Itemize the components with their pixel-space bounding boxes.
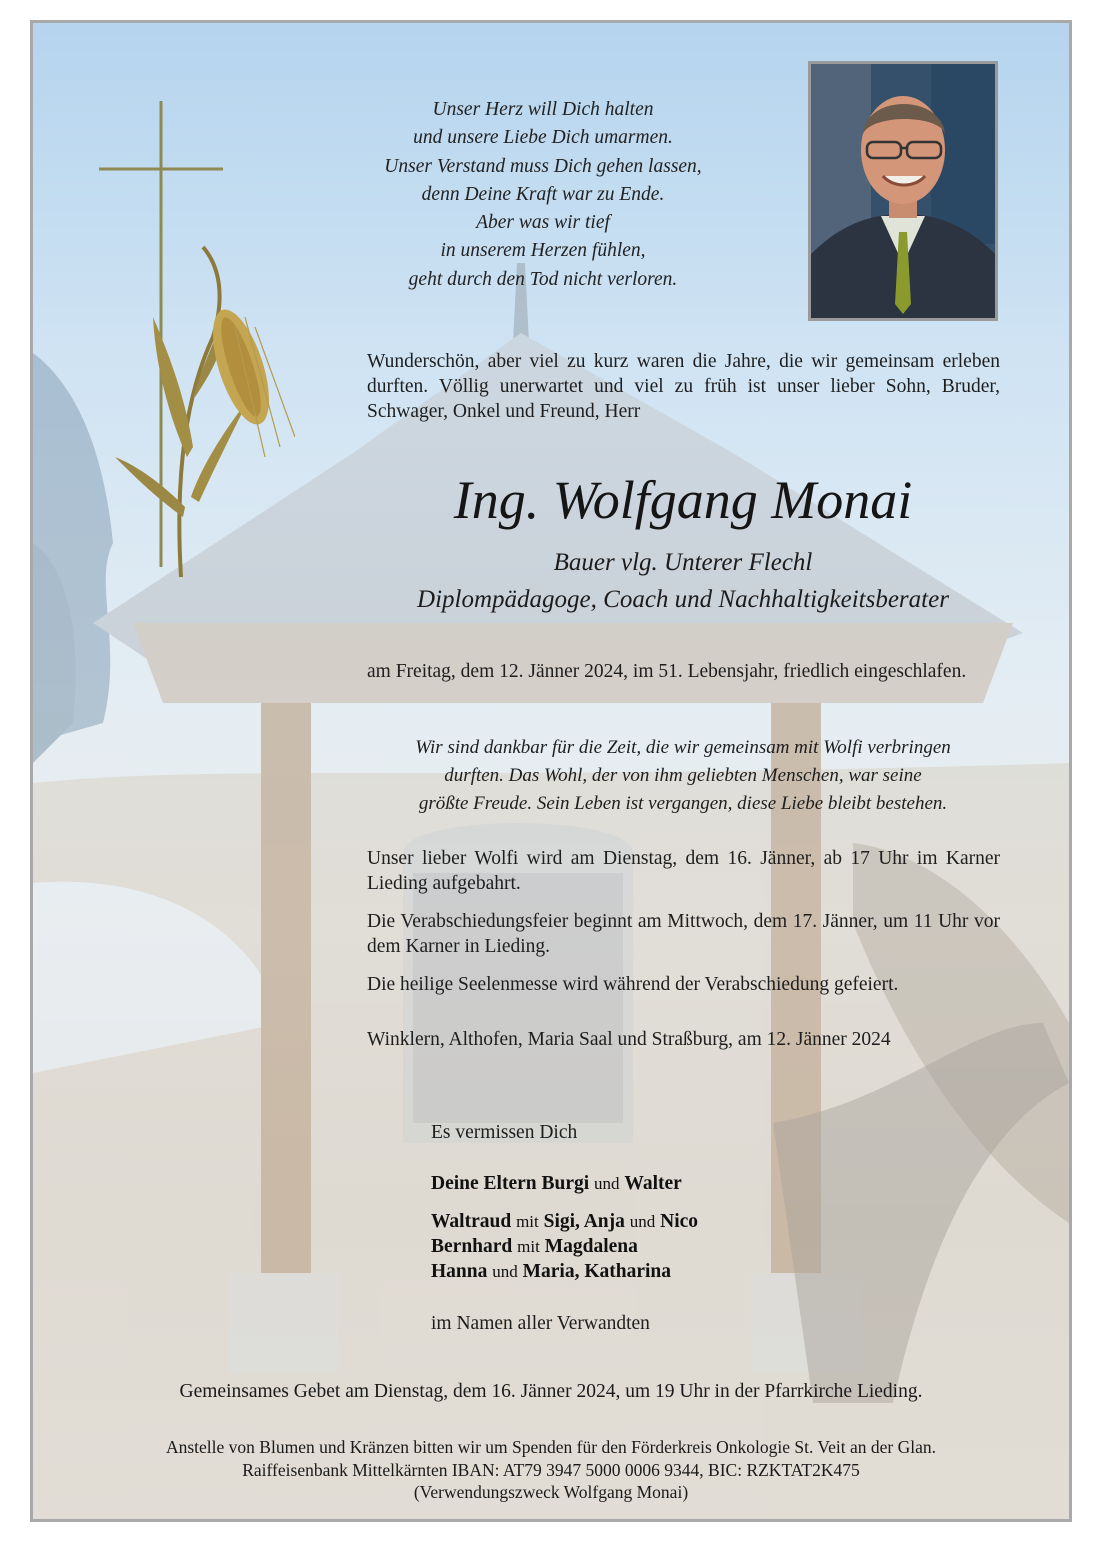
mourners-parents [431, 1173, 682, 1195]
mourner-conjunction: mit [516, 1212, 539, 1231]
viewing-info: Unser lieber Wolfi wird am Dienstag, dem 16. Jänner, ab 17 Uhr im Karner Lieding aufgebahrt. [367, 848, 1000, 894]
poem-line: geht durch den Tod nicht verloren. [408, 268, 678, 290]
mourner-conjunction: und [492, 1262, 518, 1281]
poem-line: Unser Verstand muss Dich gehen lassen, [384, 155, 702, 177]
mourners-line-1 [431, 1211, 698, 1233]
mourners-line-3 [431, 1261, 671, 1283]
mass-info: Die heilige Seelenmesse wird während der Verabschiedung gefeiert. [367, 974, 899, 995]
farewell-info: Die Verabschiedungsfeier beginnt am Mittwoch, dem 17. Jänner, um 11 Uhr vor dem Karner in Lieding. [367, 911, 1000, 957]
obituary-card [30, 20, 1072, 1522]
cross-wheat-icon [95, 97, 295, 587]
deceased-subtitle-farm: Bauer vlg. Unterer Flechl [553, 549, 813, 576]
mourner-name: Nico [660, 1211, 699, 1232]
mourner-name: Magdalena [544, 1236, 638, 1257]
poem [333, 96, 753, 294]
quote-line: größte Freude. Sein Leben ist vergangen, diese Liebe bleibt bestehen. [418, 793, 948, 814]
quote-line: durften. Das Wohl, der von ihm geliebten Menschen, war seine [444, 765, 922, 786]
quote-line: Wir sind dankbar für die Zeit, die wir gemeinsam mit Wolfi verbringen [415, 737, 951, 758]
mourner-name: Waltraud [431, 1211, 512, 1232]
poem-line: Unser Herz will Dich halten [432, 99, 654, 120]
deceased-subtitle-profession: Diplompädagoge, Coach und Nachhaltigkeitsberater [417, 586, 949, 613]
poem-line: denn Deine Kraft war zu Ende. [421, 183, 665, 205]
gratitude-quote [353, 734, 1013, 818]
mourner-conjunction: und [629, 1212, 656, 1231]
deceased-name: Ing. Wolfgang Monai [453, 470, 913, 530]
portrait-photo [808, 61, 998, 321]
poem-line: und unsere Liebe Dich umarmen. [413, 127, 673, 149]
mourner-name: Sigi, Anja [543, 1211, 625, 1232]
mourners-closing: im Namen aller Verwandten [431, 1313, 650, 1334]
mourner-name: Hanna [431, 1261, 488, 1282]
donation-purpose: (Verwendungszweck Wolfgang Monai) [413, 1482, 689, 1502]
mourner-name: Maria, Katharina [522, 1261, 672, 1282]
mourner-conjunction: mit [517, 1237, 540, 1256]
poem-line: in unserem Herzen fühlen, [440, 240, 646, 262]
mourner-conjunction: und [594, 1174, 620, 1193]
mourners-line-2 [431, 1236, 638, 1258]
donation-line-1: Anstelle von Blumen und Kränzen bitten wir um Spenden für den Förderkreis Onkologie St. Veit an der Glan. [165, 1437, 936, 1457]
donation-bank: Raiffeisenbank Mittelkärnten IBAN: AT79 3947 5000 0006 9344, BIC: RZKTAT2K475 [242, 1460, 860, 1480]
prayer-info: Gemeinsames Gebet am Dienstag, dem 16. Jänner 2024, um 19 Uhr in der Pfarrkirche Lieding. [179, 1381, 923, 1402]
death-notice: am Freitag, dem 12. Jänner 2024, im 51. Lebensjahr, friedlich eingeschlafen. [367, 661, 967, 682]
poem-line: Aber was wir tief [476, 212, 610, 234]
intro-paragraph: Wunderschön, aber viel zu kurz waren die Jahre, die wir gemeinsam erleben durften. Völlig unerwartet und viel zu früh ist unser lieber Sohn, Bruder, Schwager, Onkel und Freund, Herr [367, 351, 1000, 422]
mourners-intro: Es vermissen Dich [431, 1122, 578, 1143]
mourner-name: Deine Eltern Burgi [431, 1173, 590, 1194]
mourner-name: Bernhard [431, 1236, 513, 1257]
mourner-name: Walter [624, 1173, 682, 1194]
place-and-date: Winklern, Althofen, Maria Saal und Straßburg, am 12. Jänner 2024 [367, 1029, 891, 1050]
